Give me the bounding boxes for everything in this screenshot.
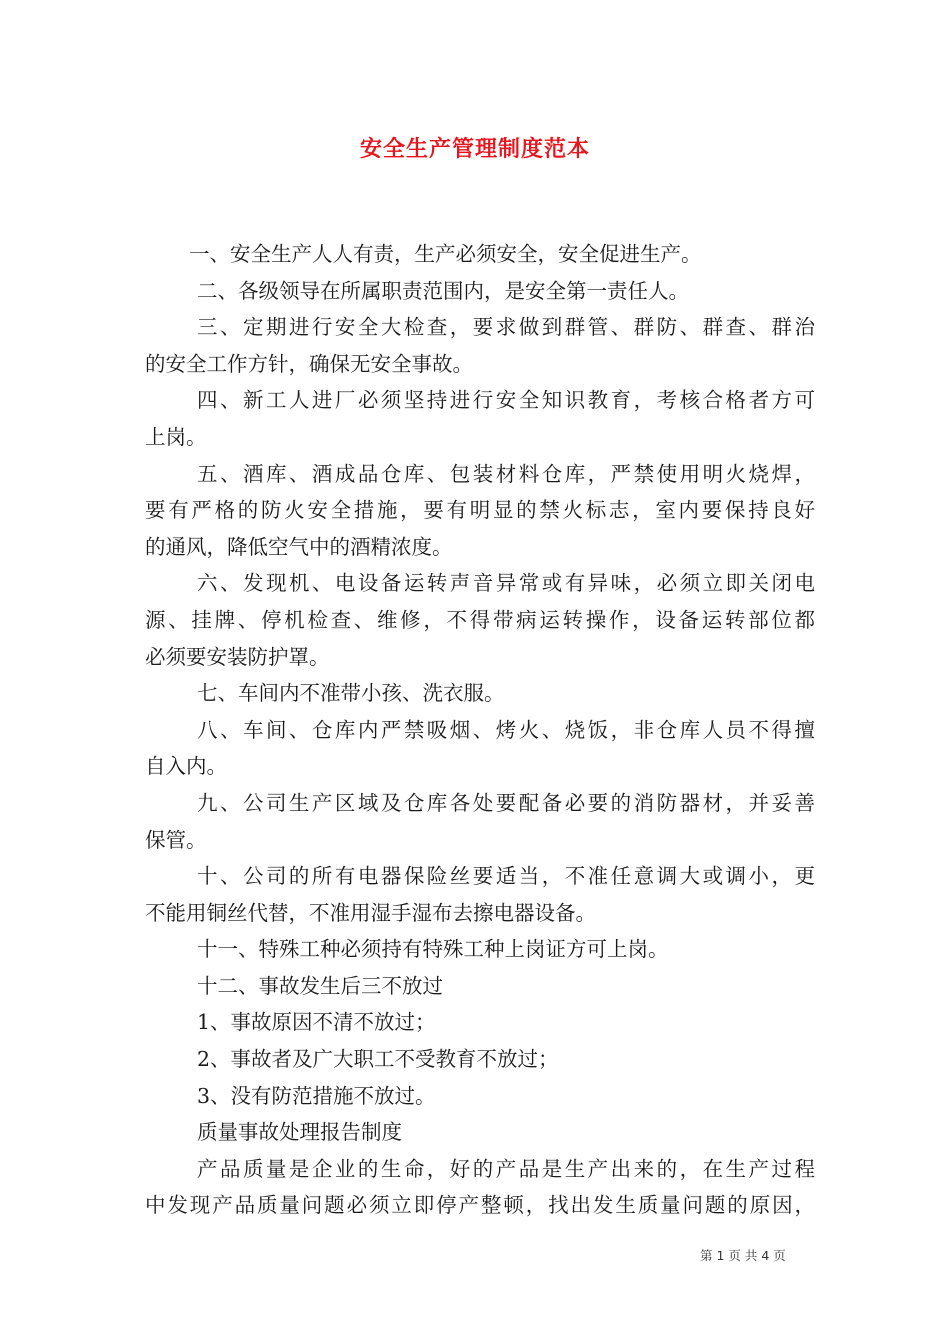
text-line: 一、安全生产人人有责，生产必须安全，安全促进生产。: [189, 242, 702, 266]
text-line: 五、酒库、酒成品仓库、包装材料仓库，严禁使用明火烧焊，: [197, 461, 815, 486]
text-line: 必须要安装防护罩。: [145, 644, 330, 669]
document-body: [145, 236, 815, 1224]
text-line: 产品质量是企业的生命，好的产品是生产出来的，在生产过程: [197, 1156, 815, 1181]
text-line: 源、挂牌、停机检查、维修，不得带病运转操作，设备运转部位都: [145, 607, 815, 632]
text-line: 的安全工作方针，确保无安全事故。: [145, 351, 473, 376]
text-line: 十二、事故发生后三不放过: [197, 973, 443, 998]
text-line: 七、车间内不准带小孩、洗衣服。: [197, 681, 505, 706]
text-line: 的通风，降低空气中的酒精浓度。: [145, 534, 453, 559]
text-line: 要有严格的防火安全措施，要有明显的禁火标志，室内要保持良好: [145, 498, 815, 523]
text-line: 十、公司的所有电器保险丝要适当，不准任意调大或调小，更: [197, 864, 815, 889]
text-line: 二、各级领导在所属职责范围内，是安全第一责任人。: [197, 278, 689, 303]
page-indicator: 第 1 页 共 4 页: [700, 1248, 786, 1263]
text-line: 四、新工人进厂必须坚持进行安全知识教育，考核合格者方可: [197, 388, 815, 413]
text-line: 八、车间、仓库内严禁吸烟、烤火、烧饭，非仓库人员不得擅: [197, 717, 815, 742]
document-title: 安全生产管理制度范本: [359, 137, 590, 162]
text-line: 不能用铜丝代替，不准用湿手湿布去擦电器设备。: [145, 900, 596, 925]
text-line: 十一、特殊工种必须持有特殊工种上岗证方可上岗。: [197, 937, 669, 962]
text-line: 九、公司生产区域及仓库各处要配备必要的消防器材，并妥善: [197, 790, 815, 815]
text-line: 中发现产品质量问题必须立即停产整顿，找出发生质量问题的原因，: [145, 1193, 815, 1218]
text-line: 自入内。: [145, 754, 227, 779]
text-line: 1、事故原因不清不放过；: [197, 1010, 436, 1035]
text-line: 质量事故处理报告制度: [197, 1120, 402, 1145]
text-line: 三、定期进行安全大检查，要求做到群管、群防、群查、群治: [197, 315, 815, 340]
text-line: 3、没有防范措施不放过。: [197, 1083, 436, 1108]
text-line: 六、发现机、电设备运转声音异常或有异味，必须立即关闭电: [197, 571, 815, 596]
text-line: 保管。: [145, 827, 207, 852]
text-line: 上岗。: [145, 424, 207, 449]
text-line: 2、事故者及广大职工不受教育不放过；: [197, 1047, 559, 1072]
